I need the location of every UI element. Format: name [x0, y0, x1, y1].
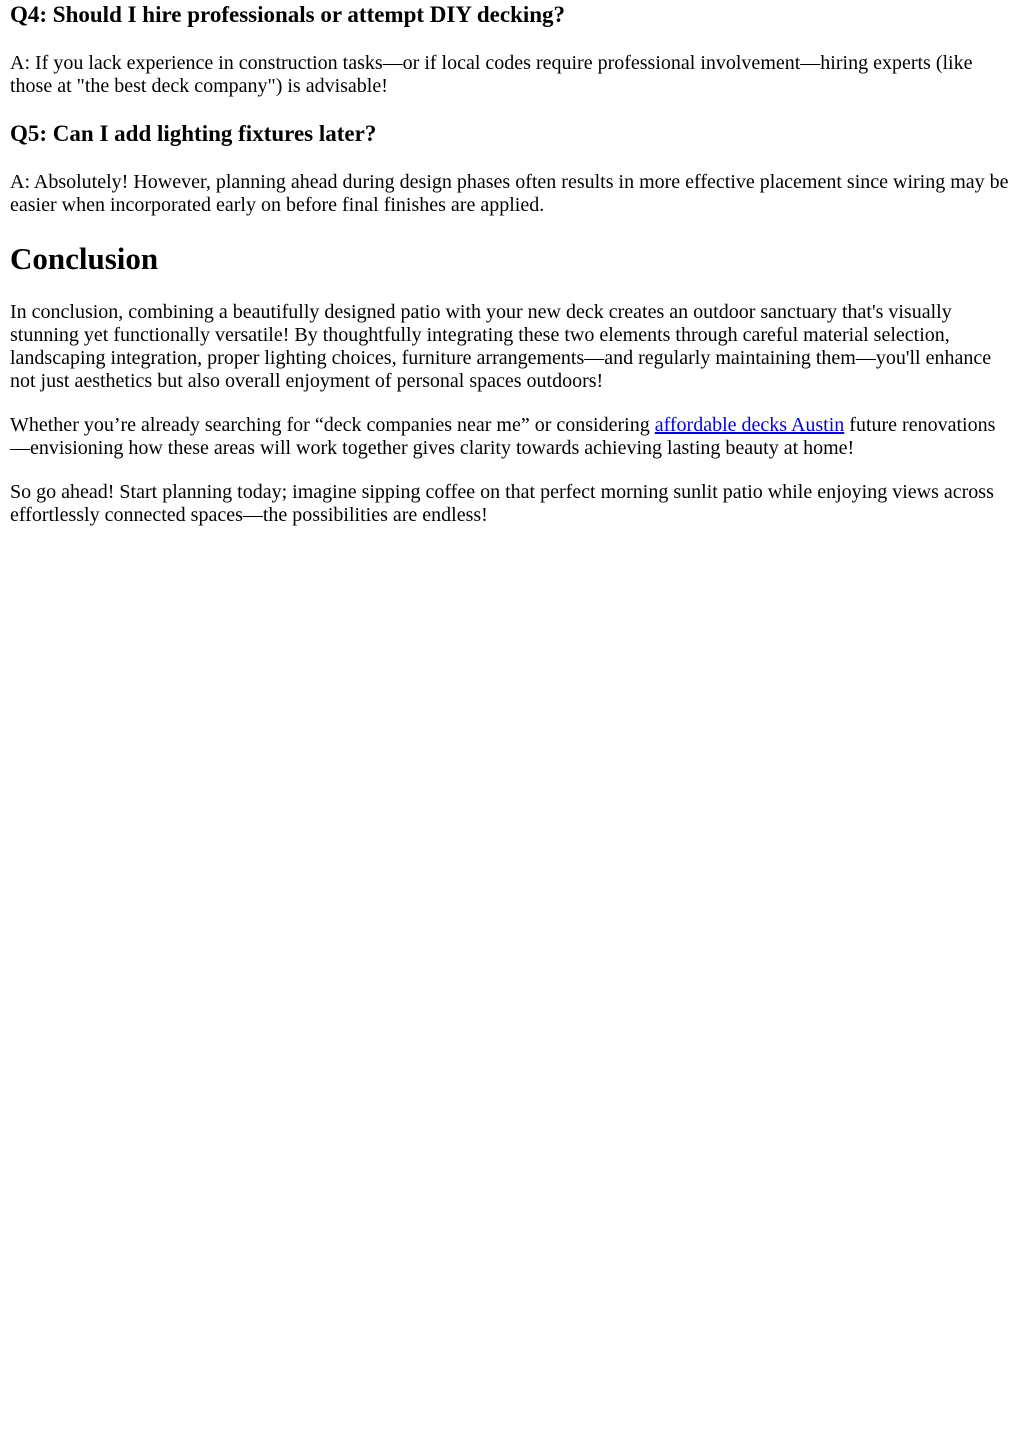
- faq-question-q5: Q5: Can I add lighting fixtures later?: [10, 121, 377, 146]
- paragraph-text-after-link: future renovations—envisioning how these areas will work together gives clarity towards achieving lasting beauty at home!: [10, 414, 996, 459]
- faq-question-q4: Q4: Should I hire professionals or attempt DIY decking?: [10, 2, 566, 27]
- paragraph-text-before-link: Whether you’re already searching for “deck companies near me” or considering: [10, 414, 655, 436]
- affordable-decks-austin-link[interactable]: affordable decks Austin: [654, 414, 845, 436]
- faq-answer-q4: A: If you lack experience in construction tasks—or if local codes require professional involvement—hiring experts (like those at "the best deck company") is advisable!: [10, 52, 973, 97]
- faq-answer-q5: A: Absolutely! However, planning ahead during design phases often results in more effective placement since wiring may be easier when incorporated early on before final finishes are applied.: [10, 171, 1009, 216]
- conclusion-paragraph-with-link: [10, 414, 1014, 460]
- conclusion-paragraph: In conclusion, combining a beautifully designed patio with your new deck creates an outdoor sanctuary that's visually stunning yet functionally versatile! By thoughtfully integrating these two elements through careful material selection, landscaping integration, proper lighting choices, furniture arrangements—and regularly maintaining them—you'll enhance not just aesthetics but also overall enjoyment of personal spaces outdoors!: [10, 301, 992, 392]
- conclusion-heading: Conclusion: [10, 241, 159, 276]
- article-body: [0, 0, 1024, 527]
- closing-paragraph: So go ahead! Start planning today; imagine sipping coffee on that perfect morning sunlit patio while enjoying views across effortlessly connected spaces—the possibilities are endless!: [10, 481, 994, 526]
